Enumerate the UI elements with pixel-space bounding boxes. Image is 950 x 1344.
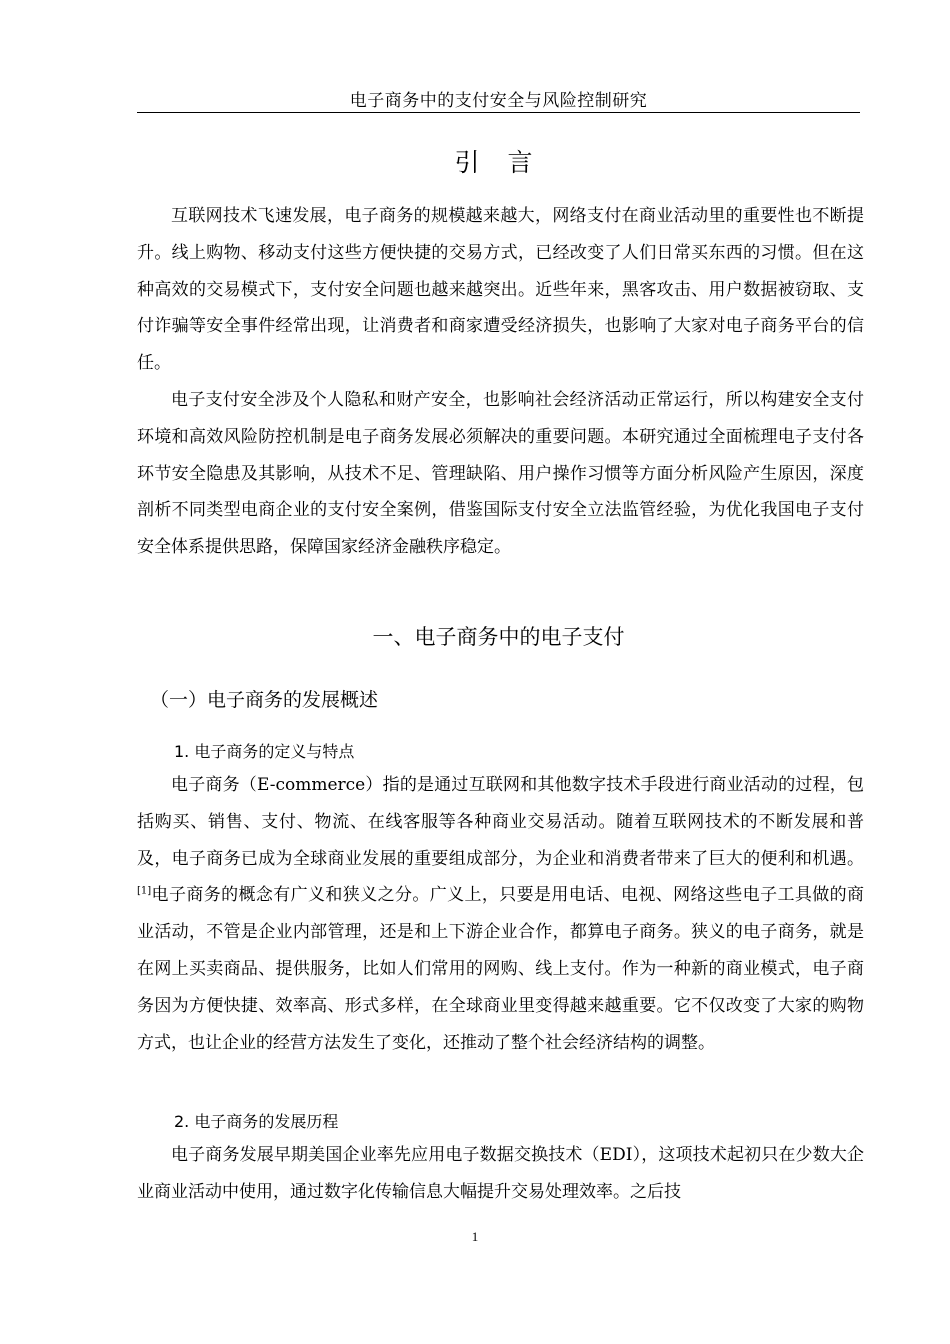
section-heading: （一）电子商务的发展概述 bbox=[150, 689, 379, 711]
point2-paragraph: 电子商务发展早期美国企业率先应用电子数据交换技术（EDI），这项技术起初只在少数大企业商业活动中使用，通过数字化传输信息大幅提升交易处理效率。之后技 bbox=[137, 1145, 864, 1202]
intro-paragraph: 电子支付安全涉及个人隐私和财产安全，也影响社会经济活动正常运行，所以构建安全支付环境和高效风险防控机制是电子商务发展必须解决的重要问题。本研究通过全面梳理电子支付各环节安全隐患及其影响，从技术不足、管理缺陷、用户操作习惯等方面分析风险产生原因，深度剖析不同类型电商企业的支付安全案例，借鉴国际支付安全立法监管经验，为优化我国电子支付安全体系提供思路，保障国家经济金融秩序稳定。 bbox=[137, 389, 864, 558]
point-heading: 1. 电子商务的定义与特点 bbox=[174, 742, 355, 761]
point2-body bbox=[137, 1137, 864, 1211]
point1-body bbox=[137, 767, 864, 1061]
running-header: 电子商务中的支付安全与风险控制研究 bbox=[349, 91, 648, 111]
chapter-heading: 一、电子商务中的电子支付 bbox=[372, 625, 625, 649]
header-divider bbox=[137, 112, 860, 113]
paragraph-text: 电子商务的概念有广义和狭义之分。广义上，只要是用电话、电视、网络这些电子工具做的商业活动，不管是企业内部管理，还是和上下游企业合作，都算电子商务。狭义的电子商务，就是在网上买卖商品、提供服务，比如人们常用的网购、线上支付。作为一种新的商业模式，电子商务因为方便快捷、效率高、形式多样，在全球商业里变得越来越重要。它不仅改变了大家的购物方式，也让企业的经营方法发生了变化，还推动了整个社会经济结构的调整。 bbox=[137, 885, 864, 1053]
page-number: 1 bbox=[471, 1229, 479, 1244]
point1-paragraph bbox=[137, 767, 864, 1061]
paragraph-text: 电子商务（E-commerce）指的是通过互联网和其他数字技术手段进行商业活动的过程，包括购买、销售、支付、物流、在线客服等各种商业交易活动。随着互联网技术的不断发展和普及，电子商务已成为全球商业发展的重要组成部分，为企业和消费者带来了巨大的便利和机遇。 bbox=[137, 775, 864, 869]
intro-paragraph: 互联网技术飞速发展，电子商务的规模越来越大，网络支付在商业活动里的重要性也不断提升。线上购物、移动支付这些方便快捷的交易方式，已经改变了人们日常买东西的习惯。但在这种高效的交易模式下，支付安全问题也越来越突出。近些年来，黑客攻击、用户数据被窃取、支付诈骗等安全事件经常出现，让消费者和商家遭受经济损失，也影响了大家对电子商务平台的信任。 bbox=[137, 206, 864, 374]
intro-title: 引 言 bbox=[454, 148, 543, 177]
intro-body bbox=[137, 198, 864, 566]
citation-marker: [1] bbox=[137, 885, 152, 897]
point-heading: 2. 电子商务的发展历程 bbox=[174, 1112, 339, 1131]
